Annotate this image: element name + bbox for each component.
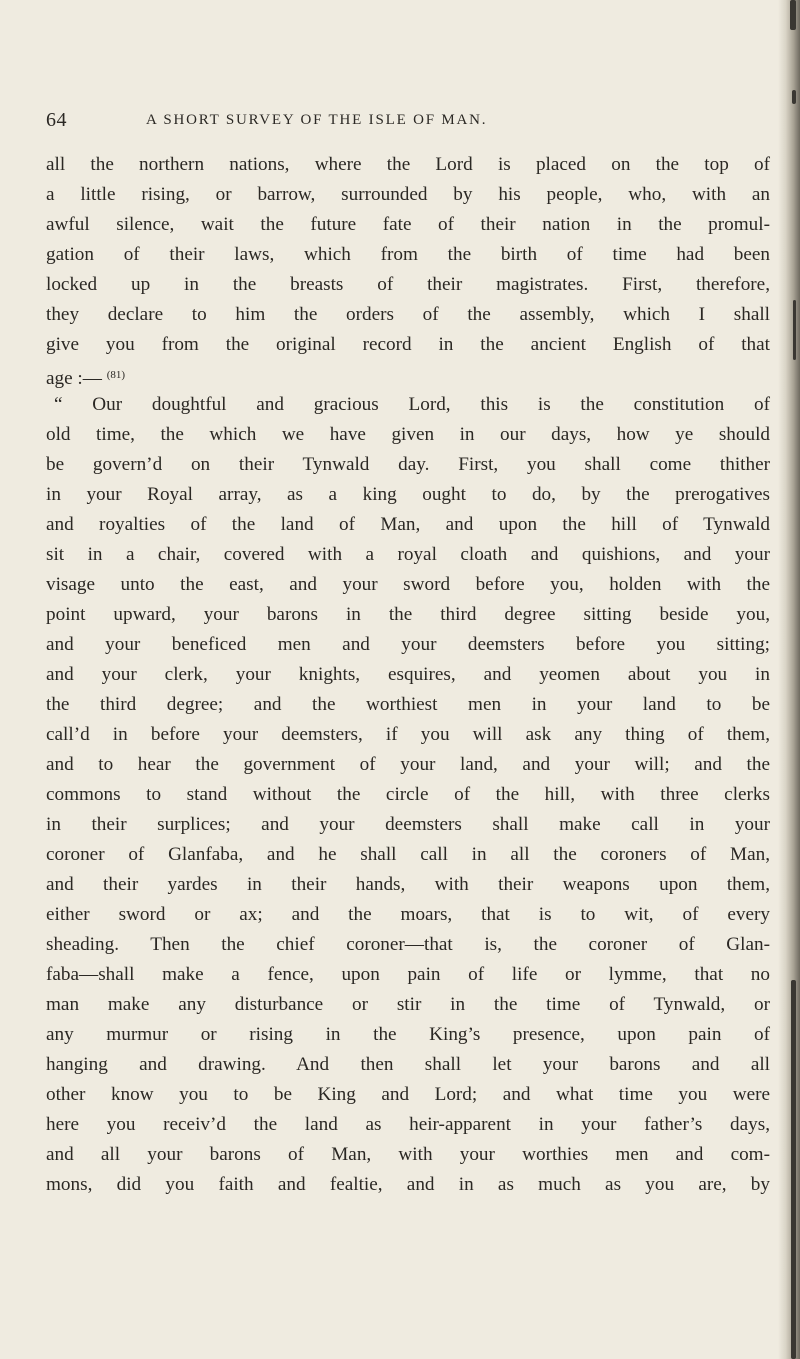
text-line: be govern’d on their Tynwald day. First, you shall come thither [46, 454, 770, 475]
text-line: and your beneficed men and your deemsters before you sitting; [46, 634, 770, 655]
text-line: in their surplices; and your deemsters shall make call in your [46, 814, 770, 835]
text-line: and to hear the government of your land, and your will; and the [46, 754, 770, 775]
page-gutter-shadow [778, 0, 800, 1359]
text-line: visage unto the east, and your sword before you, holden with the [46, 574, 770, 595]
running-header [46, 109, 746, 139]
running-title: A SHORT SURVEY OF THE ISLE OF MAN. [146, 112, 488, 128]
binding-mark [792, 90, 796, 104]
text-line: locked up in the breasts of their magistrates. First, therefore, [46, 274, 770, 295]
text-line: sit in a chair, covered with a royal cloath and quishions, and your [46, 544, 770, 565]
text-line: mons, did you faith and fealtie, and in as much as you are, by [46, 1174, 770, 1195]
text-line: old time, the which we have given in our days, how ye should [46, 424, 770, 445]
text-line: awful silence, wait the future fate of their nation in the promul- [46, 214, 770, 235]
footnote-marker: (81) [106, 369, 126, 381]
text-line: commons to stand without the circle of the hill, with three clerks [46, 784, 770, 805]
text-line: give you from the original record in the ancient English of that [46, 334, 770, 355]
text-line: “ Our doughtful and gracious Lord, this is the constitution of [54, 394, 770, 415]
text-line: a little rising, or barrow, surrounded by his people, who, with an [46, 184, 770, 205]
text-line: and their yardes in their hands, with their weapons upon them, [46, 874, 770, 895]
text-line: and all your barons of Man, with your worthies men and com- [46, 1144, 770, 1165]
text-line: and your clerk, your knights, esquires, and yeomen about you in [46, 664, 770, 685]
page-number: 64 [46, 109, 67, 131]
text-line-with-note [46, 360, 770, 390]
text-line: they declare to him the orders of the assembly, which I shall [46, 304, 770, 325]
text-line: and royalties of the land of Man, and upon the hill of Tynwald [46, 514, 770, 535]
text-line: sheading. Then the chief coroner—that is, the coroner of Glan- [46, 934, 770, 955]
body-text [46, 150, 770, 1200]
binding-mark [791, 980, 796, 1359]
text-line: man make any disturbance or stir in the time of Tynwald, or [46, 994, 770, 1015]
text-line: in your Royal array, as a king ought to do, by the prerogatives [46, 484, 770, 505]
text-line: gation of their laws, which from the birth of time had been [46, 244, 770, 265]
text-line: here you receiv’d the land as heir-apparent in your father’s days, [46, 1114, 770, 1135]
text-line: hanging and drawing. And then shall let your barons and all [46, 1054, 770, 1075]
text-line: point upward, your barons in the third degree sitting beside you, [46, 604, 770, 625]
text-line: age :— [46, 368, 102, 389]
text-line: other know you to be King and Lord; and what time you were [46, 1084, 770, 1105]
binding-mark [793, 300, 796, 360]
text-line: any murmur or rising in the King’s presence, upon pain of [46, 1024, 770, 1045]
text-line: either sword or ax; and the moars, that is to wit, of every [46, 904, 770, 925]
text-line: all the northern nations, where the Lord is placed on the top of [46, 154, 770, 175]
binding-mark [790, 0, 796, 30]
text-line: call’d in before your deemsters, if you will ask any thing of them, [46, 724, 770, 745]
text-line: faba—shall make a fence, upon pain of life or lymme, that no [46, 964, 770, 985]
text-line: coroner of Glanfaba, and he shall call in all the coroners of Man, [46, 844, 770, 865]
text-line: the third degree; and the worthiest men in your land to be [46, 694, 770, 715]
